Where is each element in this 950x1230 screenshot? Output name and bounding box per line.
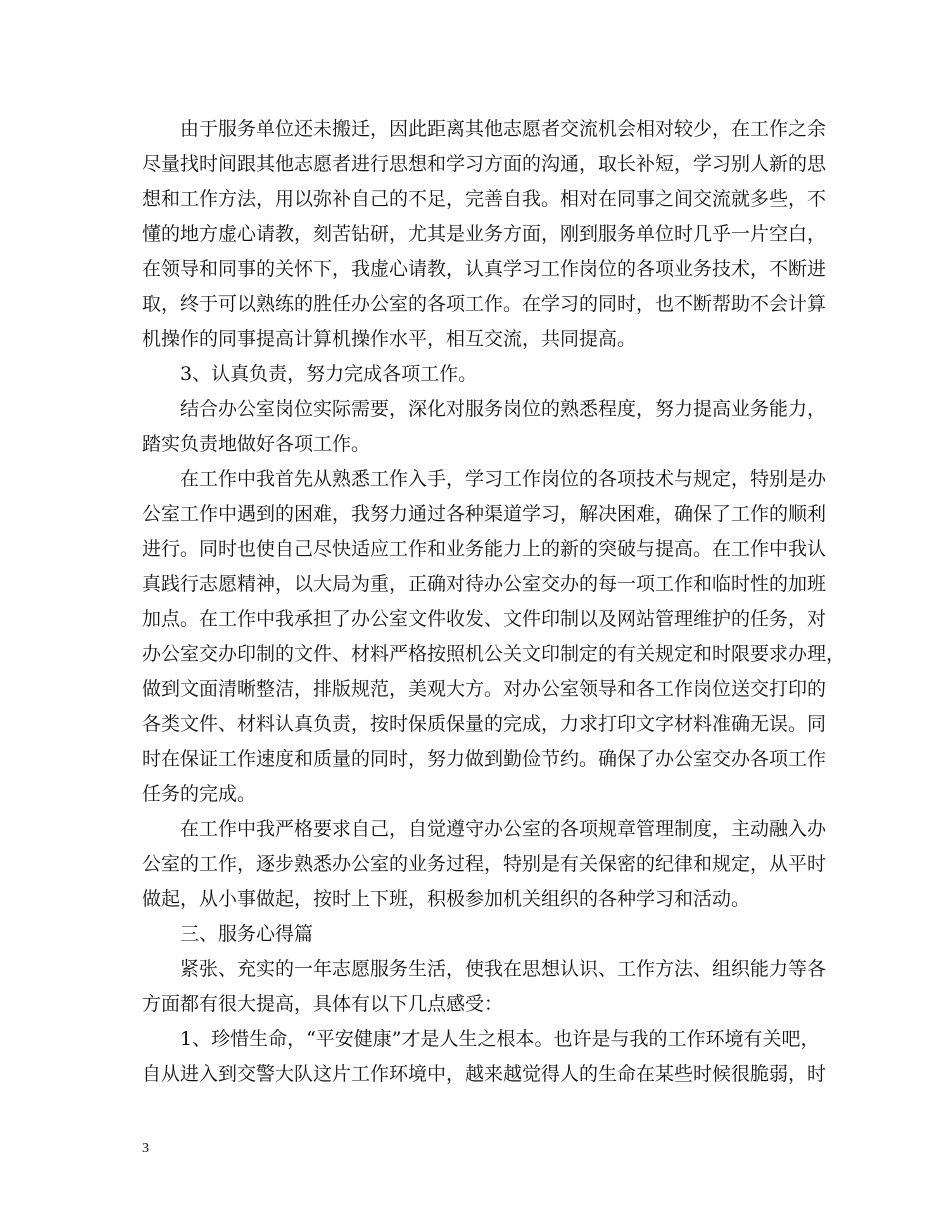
text-line: 做到文面清晰整洁，排版规范，美观大方。对办公室领导和各工作岗位送交打印的 <box>142 678 827 700</box>
text-line: 真践行志愿精神，以大局为重，正确对待办公室交办的每一项工作和临时性的加班 <box>142 573 827 595</box>
text-line: 结合办公室岗位实际需要，深化对服务岗位的熟悉程度，努力提高业务能力， <box>180 398 827 420</box>
text-line: 任务的完成。 <box>142 783 257 805</box>
text-line: 时在保证工作速度和质量的同时，努力做到勤俭节约。确保了办公室交办各项工作 <box>142 748 827 770</box>
text-line: 1、珍惜生命，“平安健康”才是人生之根本。也许是与我的工作环境有关吧， <box>180 1028 820 1050</box>
text-line: 尽量找时间跟其他志愿者进行思想和学习方面的沟通，取长补短，学习别人新的思 <box>142 153 827 175</box>
text-line: 做起，从小事做起，按时上下班，积极参加机关组织的各种学习和活动。 <box>142 888 751 910</box>
text-line: 加点。在工作中我承担了办公室文件收发、文件印制以及网站管理维护的任务，对 <box>142 608 827 630</box>
text-line: 紧张、充实的一年志愿服务生活，使我在思想认识、工作方法、组织能力等各 <box>180 958 827 980</box>
text-line: 在领导和同事的关怀下，我虚心请教，认真学习工作岗位的各项业务技术，不断进 <box>142 258 827 280</box>
text-line: 公室工作中遇到的困难，我努力通过各种渠道学习，解决困难，确保了工作的顺利 <box>142 503 827 525</box>
text-line: 方面都有很大提高，具体有以下几点感受： <box>142 993 504 1015</box>
text-line: 取，终于可以熟练的胜任办公室的各项工作。在学习的同时，也不断帮助不会计算 <box>142 293 827 315</box>
text-line: 懂的地方虚心请教，刻苦钻研，尤其是业务方面，刚到服务单位时几乎一片空白， <box>142 223 827 245</box>
text-line: 办公室交办印制的文件、材料严格按照机公关文印制定的有关规定和时限要求办理， <box>142 643 846 665</box>
text-line: 想和工作方法，用以弥补自己的不足，完善自我。相对在同事之间交流就多些，不 <box>142 188 827 210</box>
text-line: 机操作的同事提高计算机操作水平，相互交流，共同提高。 <box>142 328 637 350</box>
text-line: 踏实负责地做好各项工作。 <box>142 433 371 455</box>
text-line: 公室的工作，逐步熟悉办公室的业务过程，特别是有关保密的纪律和规定，从平时 <box>142 853 827 875</box>
text-line: 在工作中我首先从熟悉工作入手，学习工作岗位的各项技术与规定，特别是办 <box>180 468 827 490</box>
text-line: 由于服务单位还未搬迁，因此距离其他志愿者交流机会相对较少，在工作之余 <box>180 118 827 140</box>
document-body <box>142 112 846 1092</box>
page-number: 3 <box>142 1141 149 1156</box>
text-line: 进行。同时也使自己尽快适应工作和业务能力上的新的突破与提高。在工作中我认 <box>142 538 827 560</box>
text-line: 在工作中我严格要求自己，自觉遵守办公室的各项规章管理制度，主动融入办 <box>180 818 827 840</box>
text-line: 各类文件、材料认真负责，按时保质保量的完成，力求打印文字材料准确无误。同 <box>142 713 827 735</box>
text-line: 自从进入到交警大队这片工作环境中，越来越觉得人的生命在某些时候很脆弱，时 <box>142 1063 827 1085</box>
text-line: 3、认真负责，努力完成各项工作。 <box>180 363 478 385</box>
text-line: 三、服务心得篇 <box>180 923 314 945</box>
